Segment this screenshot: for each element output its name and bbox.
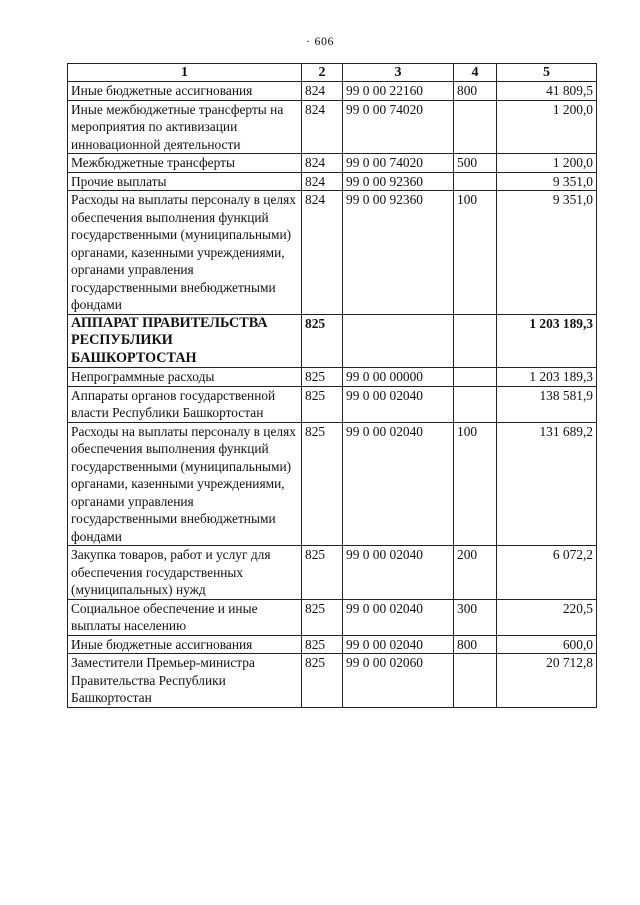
row-expense-type-cell: 200 (454, 546, 497, 600)
row-amount-cell: 131 689,2 (497, 422, 597, 546)
page-number-value: 606 (314, 34, 334, 48)
header-row (68, 64, 597, 82)
row-amount-cell: 1 203 189,3 (497, 314, 597, 368)
row-expense-type-cell (454, 654, 497, 708)
row-amount-cell: 1 203 189,3 (497, 368, 597, 387)
row-name-cell: Заместители Премьер-министра Правительства Республики Башкортостан (68, 654, 302, 708)
table-row (68, 386, 597, 422)
table-row (68, 172, 597, 191)
table-row (68, 654, 597, 708)
table-row (68, 154, 597, 173)
row-expense-type-cell (454, 386, 497, 422)
header-col-3: 3 (343, 64, 454, 82)
row-name-cell: Социальное обеспечение и иные выплаты населению (68, 599, 302, 635)
row-ministry-code-cell: 825 (302, 386, 343, 422)
row-amount-cell: 20 712,8 (497, 654, 597, 708)
table-row (68, 191, 597, 315)
row-target-code-cell: 99 0 00 02040 (343, 599, 454, 635)
table-row (68, 422, 597, 546)
row-amount-cell: 1 200,0 (497, 100, 597, 154)
row-ministry-code-cell: 825 (302, 546, 343, 600)
row-target-code-cell: 99 0 00 92360 (343, 191, 454, 315)
row-amount-cell: 41 809,5 (497, 82, 597, 101)
row-expense-type-cell (454, 172, 497, 191)
row-expense-type-cell: 500 (454, 154, 497, 173)
row-ministry-code-cell: 825 (302, 635, 343, 654)
row-name-cell: Расходы на выплаты персоналу в целях обеспечения выполнения функций государственными (муниципальными) органами, казенными учреждениями, органами управления государственными внебюджетными фондами (68, 191, 302, 315)
table-header (68, 64, 597, 82)
row-expense-type-cell: 800 (454, 82, 497, 101)
row-name-cell: Межбюджетные трансферты (68, 154, 302, 173)
row-name-cell: Непрограммные расходы (68, 368, 302, 387)
row-name-cell: АППАРАТ ПРАВИТЕЛЬСТВА РЕСПУБЛИКИ БАШКОРТОСТАН (68, 314, 302, 368)
page-mark: · (306, 34, 311, 48)
row-target-code-cell: 99 0 00 22160 (343, 82, 454, 101)
row-ministry-code-cell: 824 (302, 191, 343, 315)
row-name-cell: Прочие выплаты (68, 172, 302, 191)
table-row (68, 82, 597, 101)
row-target-code-cell: 99 0 00 00000 (343, 368, 454, 387)
row-name-cell: Иные бюджетные ассигнования (68, 635, 302, 654)
row-expense-type-cell (454, 314, 497, 368)
row-name-cell: Расходы на выплаты персоналу в целях обеспечения выполнения функций государственными (муниципальными) органами, казенными учреждениями, органами управления государственными внебюджетными фондами (68, 422, 302, 546)
row-ministry-code-cell: 824 (302, 154, 343, 173)
row-ministry-code-cell: 824 (302, 82, 343, 101)
row-target-code-cell: 99 0 00 74020 (343, 154, 454, 173)
row-amount-cell: 6 072,2 (497, 546, 597, 600)
row-name-cell: Иные бюджетные ассигнования (68, 82, 302, 101)
row-target-code-cell: 99 0 00 02040 (343, 635, 454, 654)
row-expense-type-cell (454, 100, 497, 154)
row-ministry-code-cell: 824 (302, 100, 343, 154)
row-expense-type-cell (454, 368, 497, 387)
row-target-code-cell: 99 0 00 74020 (343, 100, 454, 154)
page-number (0, 34, 640, 49)
table-row (68, 100, 597, 154)
table-row (68, 635, 597, 654)
row-amount-cell: 9 351,0 (497, 191, 597, 315)
row-name-cell: Иные межбюджетные трансферты на мероприятия по активизации инновационной деятельности (68, 100, 302, 154)
table-row (68, 368, 597, 387)
row-target-code-cell: 99 0 00 02040 (343, 386, 454, 422)
row-name-cell: Закупка товаров, работ и услуг для обеспечения государственных (муниципальных) нужд (68, 546, 302, 600)
table-body (68, 82, 597, 708)
row-amount-cell: 220,5 (497, 599, 597, 635)
header-col-4: 4 (454, 64, 497, 82)
row-name-cell: Аппараты органов государственной власти Республики Башкортостан (68, 386, 302, 422)
table-row (68, 314, 597, 368)
row-amount-cell: 9 351,0 (497, 172, 597, 191)
row-target-code-cell: 99 0 00 02060 (343, 654, 454, 708)
row-ministry-code-cell: 824 (302, 172, 343, 191)
row-amount-cell: 600,0 (497, 635, 597, 654)
table-row (68, 546, 597, 600)
row-ministry-code-cell: 825 (302, 422, 343, 546)
row-expense-type-cell: 800 (454, 635, 497, 654)
row-ministry-code-cell: 825 (302, 654, 343, 708)
table-row (68, 599, 597, 635)
row-target-code-cell: 99 0 00 02040 (343, 546, 454, 600)
row-target-code-cell: 99 0 00 92360 (343, 172, 454, 191)
header-col-2: 2 (302, 64, 343, 82)
row-expense-type-cell: 100 (454, 191, 497, 315)
row-expense-type-cell: 100 (454, 422, 497, 546)
row-expense-type-cell: 300 (454, 599, 497, 635)
header-col-5: 5 (497, 64, 597, 82)
row-ministry-code-cell: 825 (302, 368, 343, 387)
row-ministry-code-cell: 825 (302, 599, 343, 635)
row-ministry-code-cell: 825 (302, 314, 343, 368)
row-amount-cell: 1 200,0 (497, 154, 597, 173)
row-target-code-cell: 99 0 00 02040 (343, 422, 454, 546)
row-target-code-cell (343, 314, 454, 368)
header-col-1: 1 (68, 64, 302, 82)
row-amount-cell: 138 581,9 (497, 386, 597, 422)
budget-table (67, 63, 597, 708)
